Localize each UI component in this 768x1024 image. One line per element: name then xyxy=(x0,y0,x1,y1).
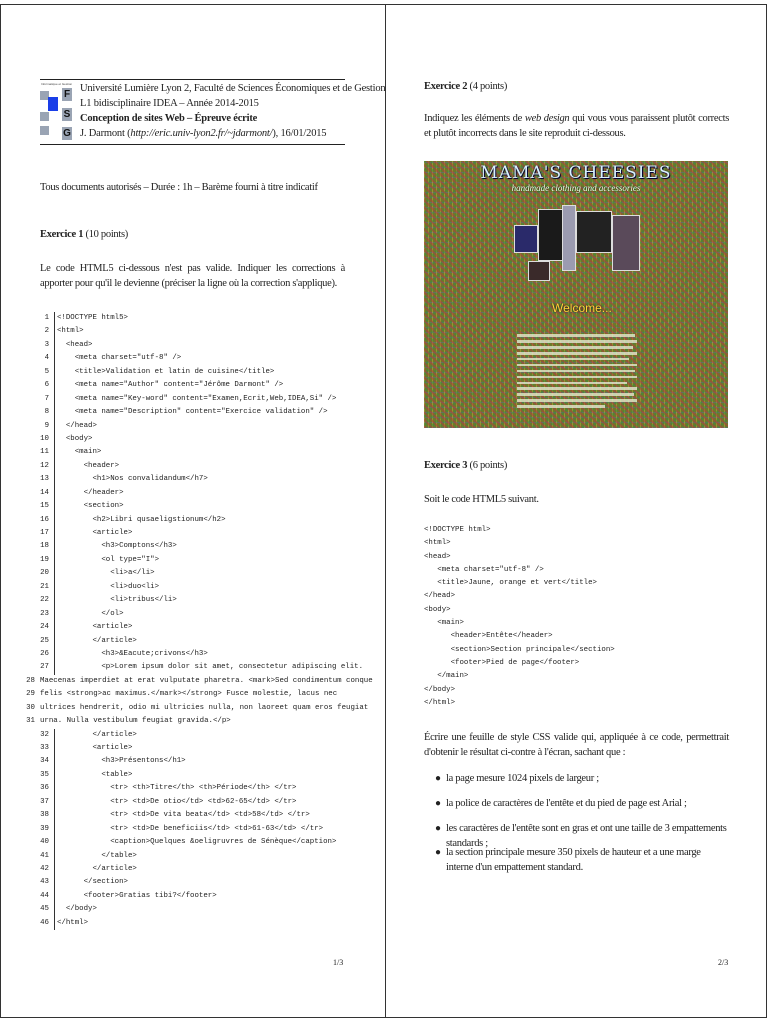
line-number: 35 xyxy=(40,770,49,779)
code-line xyxy=(40,594,350,607)
line-source: <h3>Comptons</h3> xyxy=(57,542,177,551)
line-number: 39 xyxy=(40,824,49,833)
page-divider xyxy=(385,4,386,1018)
code-line xyxy=(40,850,350,863)
code-line xyxy=(40,366,350,379)
line-number: 17 xyxy=(40,529,49,537)
line-source: <header> xyxy=(57,461,120,470)
exercise-3-title: Exercice 3 (6 points) xyxy=(424,460,508,471)
line-number: 3 xyxy=(44,340,49,349)
line-number: 6 xyxy=(44,381,49,390)
line-source: <ol type="I"> xyxy=(57,555,160,564)
line-source: <meta name="Key-word" content="Examen,Ecrit,Web,IDEA,Si" /> xyxy=(57,394,337,403)
code-line xyxy=(40,379,350,392)
code-line xyxy=(40,446,350,459)
code-line xyxy=(40,527,350,540)
line-source: <tr> <td>De beneficiis</td> <td>61-63</td> </tr> xyxy=(57,824,324,833)
line-source: </body> xyxy=(57,905,97,914)
code-line: </head> xyxy=(424,592,456,601)
line-source: <body> xyxy=(57,434,93,443)
exercise-3-text: Écrire une feuille de style CSS valide qui, appliquée à ce code, permettrait d'obtenir le résultat ci-contre à l'écran, sachant que : xyxy=(424,732,729,758)
line-number: 30 xyxy=(26,703,35,712)
line-source: <h2>Libri qusaeligstionum</h2> xyxy=(57,515,226,524)
code-line xyxy=(40,661,364,674)
code-line xyxy=(40,809,350,822)
line-number: 46 xyxy=(40,918,49,927)
product-collage xyxy=(514,203,644,281)
line-number: 11 xyxy=(40,448,49,457)
line-source: </head> xyxy=(57,421,97,430)
line-source: <li>a</li> xyxy=(57,569,155,578)
line-source: <tr> <td>De otio</td> <td>62-65</td> </tr> xyxy=(57,797,297,806)
logo-blue-square xyxy=(48,97,58,111)
line-number: 33 xyxy=(40,744,49,752)
line-source: <footer>Gratias tibi?</footer> xyxy=(57,891,217,900)
line-number: 40 xyxy=(40,838,49,847)
line-number: 13 xyxy=(40,475,49,484)
line-source: felis <strong>ac maximus.</mark></strong> Fusce molestie, lacus nec xyxy=(40,690,338,699)
line-number: 2 xyxy=(44,327,49,336)
header-exam-title: Conception de sites Web – Épreuve écrite xyxy=(80,113,258,124)
line-source: <main> xyxy=(57,448,102,457)
code-line xyxy=(40,514,350,527)
code-line xyxy=(40,823,350,836)
code-line xyxy=(40,782,350,795)
line-source: <li>tribus</li> xyxy=(57,596,177,605)
line-number: 42 xyxy=(40,864,49,873)
code-line xyxy=(40,903,350,916)
code-line: <meta charset="utf-8" /> xyxy=(424,565,544,574)
code-line xyxy=(40,473,350,486)
line-number: 25 xyxy=(40,636,49,645)
code-line xyxy=(40,500,350,513)
code-listing-2 xyxy=(424,524,615,710)
code-line: <title>Jaune, orange et vert</title> xyxy=(424,579,597,588)
code-listing-1 xyxy=(26,312,373,930)
line-number: 27 xyxy=(40,663,49,672)
code-line xyxy=(40,540,350,553)
header-university: Université Lumière Lyon 2, Faculté de Sciences Économiques et de Gestion xyxy=(80,83,386,94)
line-source: <p>Lorem ipsum dolor sit amet, consectetur adipiscing elit. xyxy=(57,663,364,672)
line-number: 24 xyxy=(40,623,49,632)
line-number: 4 xyxy=(44,354,49,363)
line-source: <head> xyxy=(57,340,93,349)
code-line xyxy=(40,729,350,742)
line-number: 28 xyxy=(26,676,35,685)
line-source: Maecenas imperdiet at erat vulputate pharetra. <mark>Sed condimentum conque xyxy=(40,676,373,685)
line-source: </ol> xyxy=(57,609,124,618)
line-number: 22 xyxy=(40,596,49,605)
logo-caption: Informatique et Gestion xyxy=(41,82,73,86)
line-number: 21 xyxy=(40,582,49,591)
code-line xyxy=(40,393,350,406)
header-rule-bottom xyxy=(40,144,345,145)
exercise-1-text: Le code HTML5 ci-dessous n'est pas valide. Indiquer les corrections à apporter pour qu'il le devienne (préciser la ligne où la correction s'applique). xyxy=(40,263,345,289)
line-number: 45 xyxy=(40,905,49,914)
code-line xyxy=(40,769,350,782)
line-number: 32 xyxy=(40,730,49,739)
line-source: ultrices hendrerit, odio mi ultricies nulla, non laoreet quam eros feugiat xyxy=(40,703,369,712)
code-line xyxy=(40,648,350,661)
code-line xyxy=(40,325,350,338)
code-line xyxy=(26,675,373,688)
line-number: 5 xyxy=(44,367,49,376)
line-source: <meta name="Description" content="Exercice validation" /> xyxy=(57,408,328,417)
line-number: 12 xyxy=(40,461,49,470)
code-line xyxy=(40,917,350,930)
line-number: 36 xyxy=(40,784,49,793)
site-body-text xyxy=(517,331,637,411)
code-line xyxy=(40,755,350,768)
line-number: 44 xyxy=(40,891,49,900)
exam-header xyxy=(40,79,386,145)
line-number: 29 xyxy=(26,690,35,699)
code-line xyxy=(40,608,350,621)
code-line xyxy=(40,876,350,889)
code-line xyxy=(26,715,350,728)
code-line: <head> xyxy=(424,552,451,561)
code-line xyxy=(40,433,350,446)
code-line: <main> xyxy=(424,619,464,628)
line-source: urna. Nulla vestibulum feugiat gravida.</p> xyxy=(40,717,231,726)
code-line xyxy=(40,621,350,634)
line-source: <article> xyxy=(57,744,133,752)
line-source: <li>duo<li> xyxy=(57,582,160,591)
line-source: <h3>Présentons</h1> xyxy=(57,757,186,766)
line-source: </header> xyxy=(57,488,124,497)
code-line xyxy=(40,581,350,594)
code-line xyxy=(40,352,350,365)
line-source: <article> xyxy=(57,623,133,632)
logo-letter-f: F xyxy=(63,89,71,100)
line-source: <h3>&Eacute;crivons</h3> xyxy=(57,649,208,658)
code-line xyxy=(40,487,350,500)
code-line: <!DOCTYPE html> xyxy=(424,526,491,534)
exercise-1-title: Exercice 1 (10 points) xyxy=(40,229,128,240)
code-line xyxy=(40,796,350,809)
code-line xyxy=(40,836,350,849)
line-source: <html> xyxy=(57,327,84,336)
line-number: 7 xyxy=(44,394,49,403)
line-number: 1 xyxy=(44,314,49,322)
site-subtitle: handmade clothing and accessories xyxy=(511,183,641,193)
line-source: <meta charset="utf-8" /> xyxy=(57,354,182,363)
author-url-link[interactable]: http://eric.univ-lyon2.fr/~jdarmont/ xyxy=(130,128,273,139)
code-line xyxy=(40,635,350,648)
page-number-1: 1/3 xyxy=(333,958,344,967)
line-number: 37 xyxy=(40,797,49,806)
exam-instructions: Tous documents autorisés – Durée : 1h – Barème fourni à titre indicatif xyxy=(40,182,318,193)
code-line: <html> xyxy=(424,539,451,548)
line-source: <table> xyxy=(57,770,133,779)
header-course: L1 bidisciplinaire IDEA – Année 2014-2015 xyxy=(80,98,259,109)
line-number: 23 xyxy=(40,609,49,618)
line-number: 18 xyxy=(40,542,49,551)
code-line xyxy=(40,863,350,876)
line-source: </article> xyxy=(57,864,137,873)
code-line xyxy=(40,742,350,755)
website-screenshot xyxy=(424,161,728,428)
line-number: 34 xyxy=(40,757,49,766)
site-welcome-heading: Welcome... xyxy=(552,301,612,315)
page-number-2: 2/3 xyxy=(718,958,729,967)
code-line xyxy=(40,567,350,580)
header-rule-top xyxy=(40,79,345,80)
line-number: 19 xyxy=(40,555,49,564)
line-source: </section> xyxy=(57,878,128,887)
line-number: 9 xyxy=(44,421,49,430)
line-number: 43 xyxy=(40,878,49,887)
line-source: </html> xyxy=(57,918,89,927)
line-source: <caption>Quelques &oeligruvres de Sénèque</caption> xyxy=(57,838,337,847)
logo-letter-g: G xyxy=(63,128,71,139)
line-number: 38 xyxy=(40,811,49,820)
line-source: </article> xyxy=(57,636,137,645)
line-number: 16 xyxy=(40,515,49,524)
line-number: 26 xyxy=(40,649,49,658)
line-number: 10 xyxy=(40,434,49,443)
code-line: <header>Entête</header> xyxy=(424,632,553,641)
code-line: </html> xyxy=(424,698,456,707)
code-line: <body> xyxy=(424,605,451,614)
code-line xyxy=(40,890,350,903)
logo-letter-s: S xyxy=(63,109,71,120)
line-number: 14 xyxy=(40,488,49,497)
code-line: <footer>Pied de page</footer> xyxy=(424,658,580,667)
line-source: <meta name="Author" content="Jérôme Darmont" /> xyxy=(57,381,284,390)
site-title: MAMA'S CHEESIES xyxy=(480,163,672,183)
exercise-3-intro: Soit le code HTML5 suivant. xyxy=(424,494,539,505)
line-source: <h1>Nos convalidandum</h7> xyxy=(57,475,208,484)
code-line xyxy=(40,339,350,352)
line-source: <tr> <th>Titre</th> <th>Période</th> </tr> xyxy=(57,784,297,793)
line-source: </table> xyxy=(57,851,137,860)
line-number: 20 xyxy=(40,569,49,578)
header-author-line: J. Darmont (http://eric.univ-lyon2.fr/~jdarmont/), 16/01/2015 xyxy=(80,128,327,139)
exercise-2-title: Exercice 2 (4 points) xyxy=(424,81,508,92)
line-source: <title>Validation et latin de cuisine</title> xyxy=(57,367,275,376)
code-line xyxy=(40,420,350,433)
line-source: <section> xyxy=(57,502,124,511)
line-number: 8 xyxy=(44,408,49,417)
line-number: 15 xyxy=(40,502,49,511)
line-source: <!DOCTYPE html5> xyxy=(57,314,128,322)
line-source: <tr> <td>De vita beata</td> <td>58</td> </tr> xyxy=(57,811,310,820)
code-line xyxy=(26,688,350,701)
line-number: 31 xyxy=(26,717,35,726)
fsg-logo xyxy=(40,82,74,142)
exercise-2-text: Indiquez les éléments de web design qui vous vous paraissent plutôt corrects et plutôt incorrects dans le site reproduit ci-dessous. xyxy=(424,113,729,139)
code-line: </body> xyxy=(424,685,456,694)
code-line: </main> xyxy=(424,672,469,681)
code-line xyxy=(26,702,369,715)
code-line xyxy=(40,312,350,325)
code-line xyxy=(40,460,350,473)
line-source: <article> xyxy=(57,529,133,537)
line-source: </article> xyxy=(57,730,137,739)
code-line xyxy=(40,406,350,419)
code-line: <section>Section principale</section> xyxy=(424,645,615,654)
code-line xyxy=(40,554,350,567)
line-number: 41 xyxy=(40,851,49,860)
